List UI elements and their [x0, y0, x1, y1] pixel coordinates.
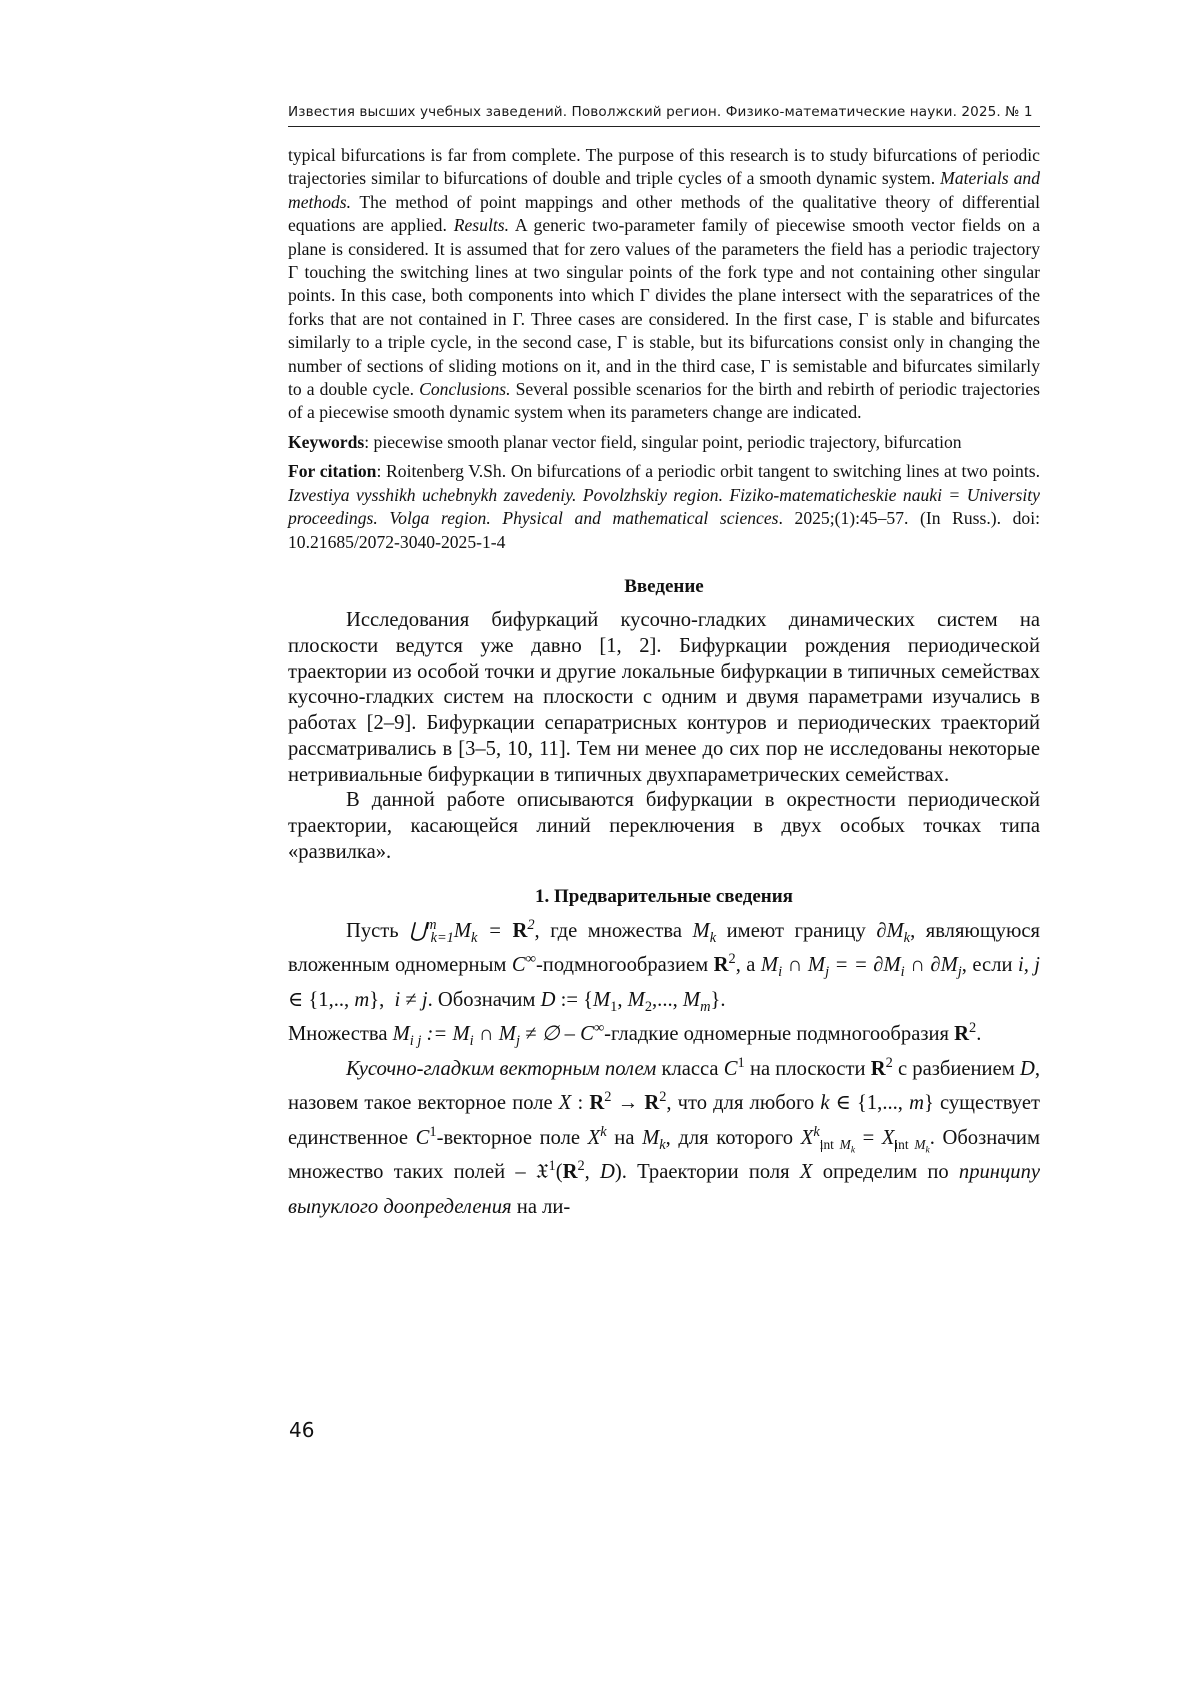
principle-term: принципу выпуклого доопределения [288, 1161, 1041, 1218]
section-1-title: 1. Предварительные сведения [535, 885, 793, 907]
definition-term: Кусочно-гладким векторным полем [346, 1057, 657, 1080]
results-label: Results. [453, 215, 509, 236]
materials-label: Materials and methods. [288, 168, 1040, 212]
citation: For citation: Roitenberg V.Sh. On bifurcations of a periodic orbit tangent to switching lines at two points. Izvestiya vysshikh uchebnykh zavedeniy. Povolzhskiy region. Fiziko-matematicheskie nauki = University proceedings. Volga region. Physical and mathematical sciences. 2025;(1):45–57. (In Russ.). doi: 10.21685/2072-3040-2025-1-4 [288, 461, 1040, 552]
page-number: 46 [289, 1418, 315, 1442]
intro-paragraph-1: Исследования бифуркаций кусочно-гладких динамических систем на плоскости ведутся уже давно [1, 2]. Бифуркации рождения периодической траектории из особой точки и другие локальные бифуркации в типичных семействах кусочно-гладких систем на плоскости с одним и двумя параметрами изучались в работах [2–9]. Бифуркации сепаратрисных контуров и периодических траекторий рассматривались в [3–5, 10, 11]. Тем ни менее до сих пор не исследованы некоторые нетривиальные бифуркации в типичных двухпараметрических семействах. [288, 608, 1040, 786]
keywords: Keywords: piecewise smooth planar vector field, singular point, periodic trajectory, bifurcation [288, 431, 962, 452]
section-1-paragraph-3: Кусочно-гладким векторным полем класса $C^1$ на плоскости $R^2$ с разбиением D, назовем такое векторное поле X : $R^2 \to R^2$, что для любого k ∈ {1,..., m} существует единственное $C^1$-векторное поле $X^k$ на $M_k$, для которого $X^k_{int M_k} = X_{int M_k}$. Обозначим множество таких полей – $𝔛^1(R^2$, D). Траектории поля X определим по принципу выпуклого доопределения на ли- [288, 1055, 1041, 1218]
running-header: Известия высших учебных заведений. Поволжский регион. Физико-математические науки. 2025. № 1 [288, 104, 1033, 120]
intro-title: Введение [624, 575, 704, 597]
citation-label: For citation [288, 461, 377, 482]
page-body [288, 144, 1040, 1224]
conclusions-label: Conclusions. [419, 379, 511, 400]
citation-journal: Izvestiya vysshikh uchebnykh zavedeniy. Povolzhskiy region. Fiziko-matematicheskie nauki = University proceedings. Volga region. Physical and mathematical sciences [288, 484, 1040, 529]
intro-paragraph-2: В данной работе описываются бифуркации в окрестности периодической траектории, касающейся линий переключения в двух особых точках типа «развилка». [288, 789, 1040, 864]
section-1-paragraph-1: Пусть $⋃^m_{k=1}M_k = R^2$, где множества $M_k$ имеют границу $\partial M_k$, являющуюся вложенным одномерным C∞-подмногообразием $R^2$, а $M_i$ ∩ $M_j$ = = $\partial M_i$ ∩ $\partial M_j$, если i, j ∈ {1,.., m}, i ≠ j. Обозначим D := {$M_1$, $M_2$,..., $M_m$}. [288, 917, 1041, 1015]
abstract [288, 144, 1040, 554]
abstract-text: typical bifurcations is far from complete. The purpose of this research is to study bifurcations of periodic trajectories similar to bifurcations of double and triple cycles of a smooth dynamic system. Materials and methods. The method of point mappings and other methods of the qualitative theory of differential equations are applied. Results. A generic two-parameter family of piecewise smooth vector fields on a plane is considered. It is assumed that for zero values of the parameters the field has a periodic trajectory Γ touching the switching lines at two singular points of the fork type and not containing other singular points. In this case, both components into which Γ divides the plane intersect with the separatrices of the forks that are not contained in Γ. Three cases are considered. In the first case, Γ is stable and bifurcates similarly to a triple cycle, in the second case, Γ is stable, but its bifurcations consist only in changing the number of sections of sliding motions on it, and in the third case, Γ is semistable and bifurcates similarly to a double cycle. Conclusions. Several possible scenarios for the birth and rebirth of periodic trajectories of a piecewise smooth dynamic system when its parameters change are indicated. [288, 145, 1041, 423]
keywords-label: Keywords [288, 431, 365, 452]
header-rule [288, 126, 1040, 127]
section-1-paragraph-2: Множества $M_{i j}$ := $M_i$ ∩ $M_j$ ≠ ∅ – C∞-гладкие одномерные подмногообразия $R^2$. [288, 1020, 982, 1050]
formula-union: $⋃^m_{k=1}M_k = R^2$ [409, 917, 535, 946]
